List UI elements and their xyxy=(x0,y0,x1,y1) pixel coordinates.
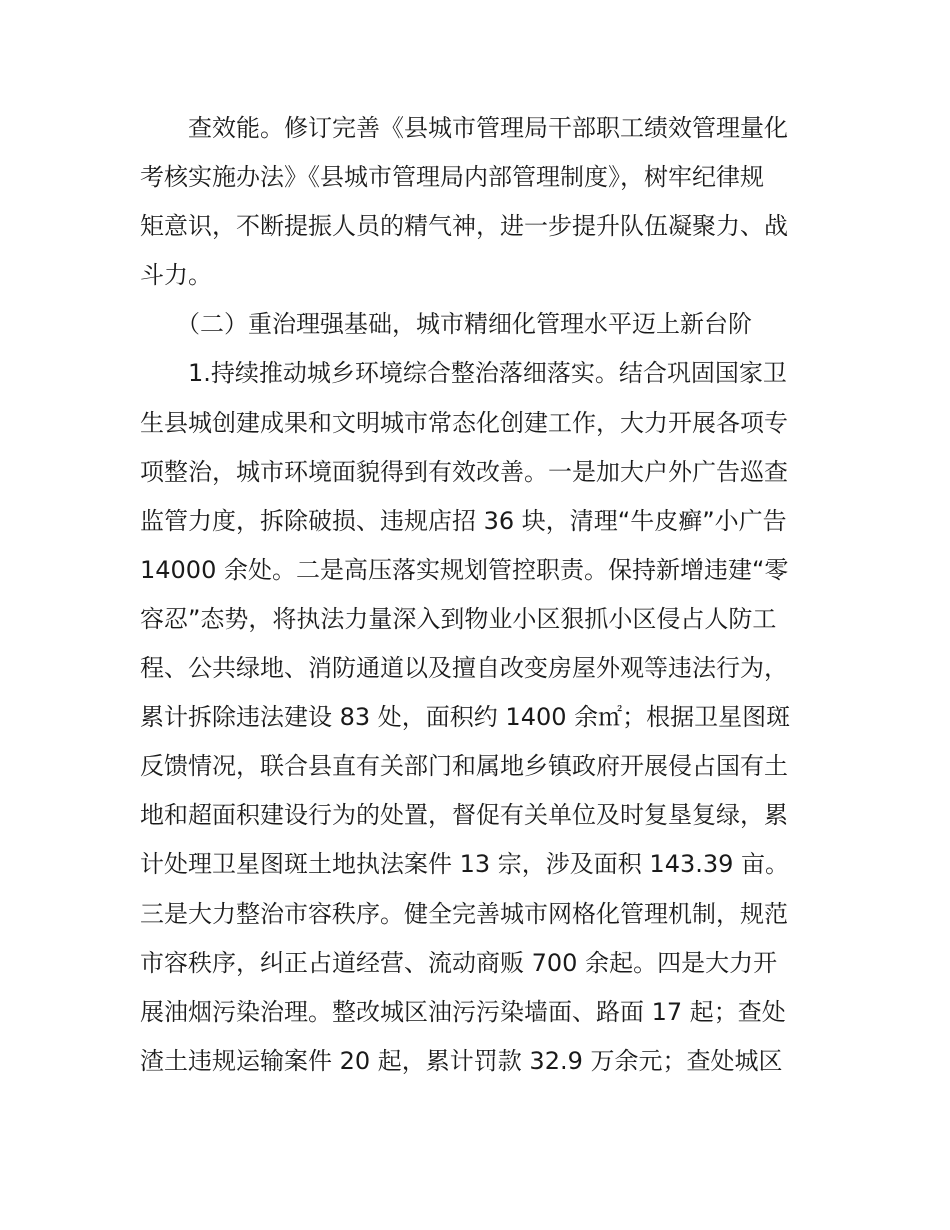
text-line: 计处理卫星图斑土地执法案件 13 宗，涉及面积 143.39 亩。 xyxy=(140,850,790,879)
text-line: 三是大力整治市容秩序。健全完善城市网格化管理机制，规范 xyxy=(140,899,788,928)
text-line: 反馈情况，联合县直有关部门和属地乡镇政府开展侵占国有土 xyxy=(140,752,788,781)
text-line: 监管力度，拆除破损、违规店招 36 块，清理“牛皮癣”小广告 xyxy=(140,506,787,535)
text-line: 项整治，城市环境面貌得到有效改善。一是加大户外广告巡查 xyxy=(140,457,788,486)
text-line: 程、公共绿地、消防通道以及擅自改变房屋外观等违法行为， xyxy=(140,654,788,683)
text-line: 展油烟污染治理。整改城区油污污染墙面、路面 17 起；查处 xyxy=(140,997,786,1026)
text-line: 14000 余处。二是高压落实规划管控职责。保持新增违建“零 xyxy=(140,555,789,584)
text-line: 地和超面积建设行为的处置，督促有关单位及时复垦复绿，累 xyxy=(140,801,788,830)
subsection-heading-line: 1.持续推动城乡环境综合整治落细落实。结合巩固国家卫 xyxy=(140,359,787,388)
text-line: 斗力。 xyxy=(140,261,212,290)
text-line: 渣土违规运输案件 20 起，累计罚款 32.9 万余元；查处城区 xyxy=(140,1046,783,1075)
text-line: 考核实施办法》《县城市管理局内部管理制度》，树牢纪律规 xyxy=(140,163,764,192)
text-line: 容忍”态势，将执法力量深入到物业小区狠抓小区侵占人防工 xyxy=(140,604,777,633)
text-line: 查效能。修订完善《县城市管理局干部职工绩效管理量化 xyxy=(140,114,788,142)
text-line: 矩意识，不断提振人员的精气神，进一步提升队伍凝聚力、战 xyxy=(140,212,788,241)
text-line: 市容秩序，纠正占道经营、流动商贩 700 余起。四是大力开 xyxy=(140,948,778,977)
text-line: 累计拆除违法建设 83 处，面积约 1400 余㎡；根据卫星图斑 xyxy=(140,703,791,732)
section-heading: （二）重治理强基础，城市精细化管理水平迈上新台阶 xyxy=(140,310,752,339)
text-line: 生县城创建成果和文明城市常态化创建工作，大力开展各项专 xyxy=(140,408,788,437)
body-text xyxy=(140,104,816,1086)
